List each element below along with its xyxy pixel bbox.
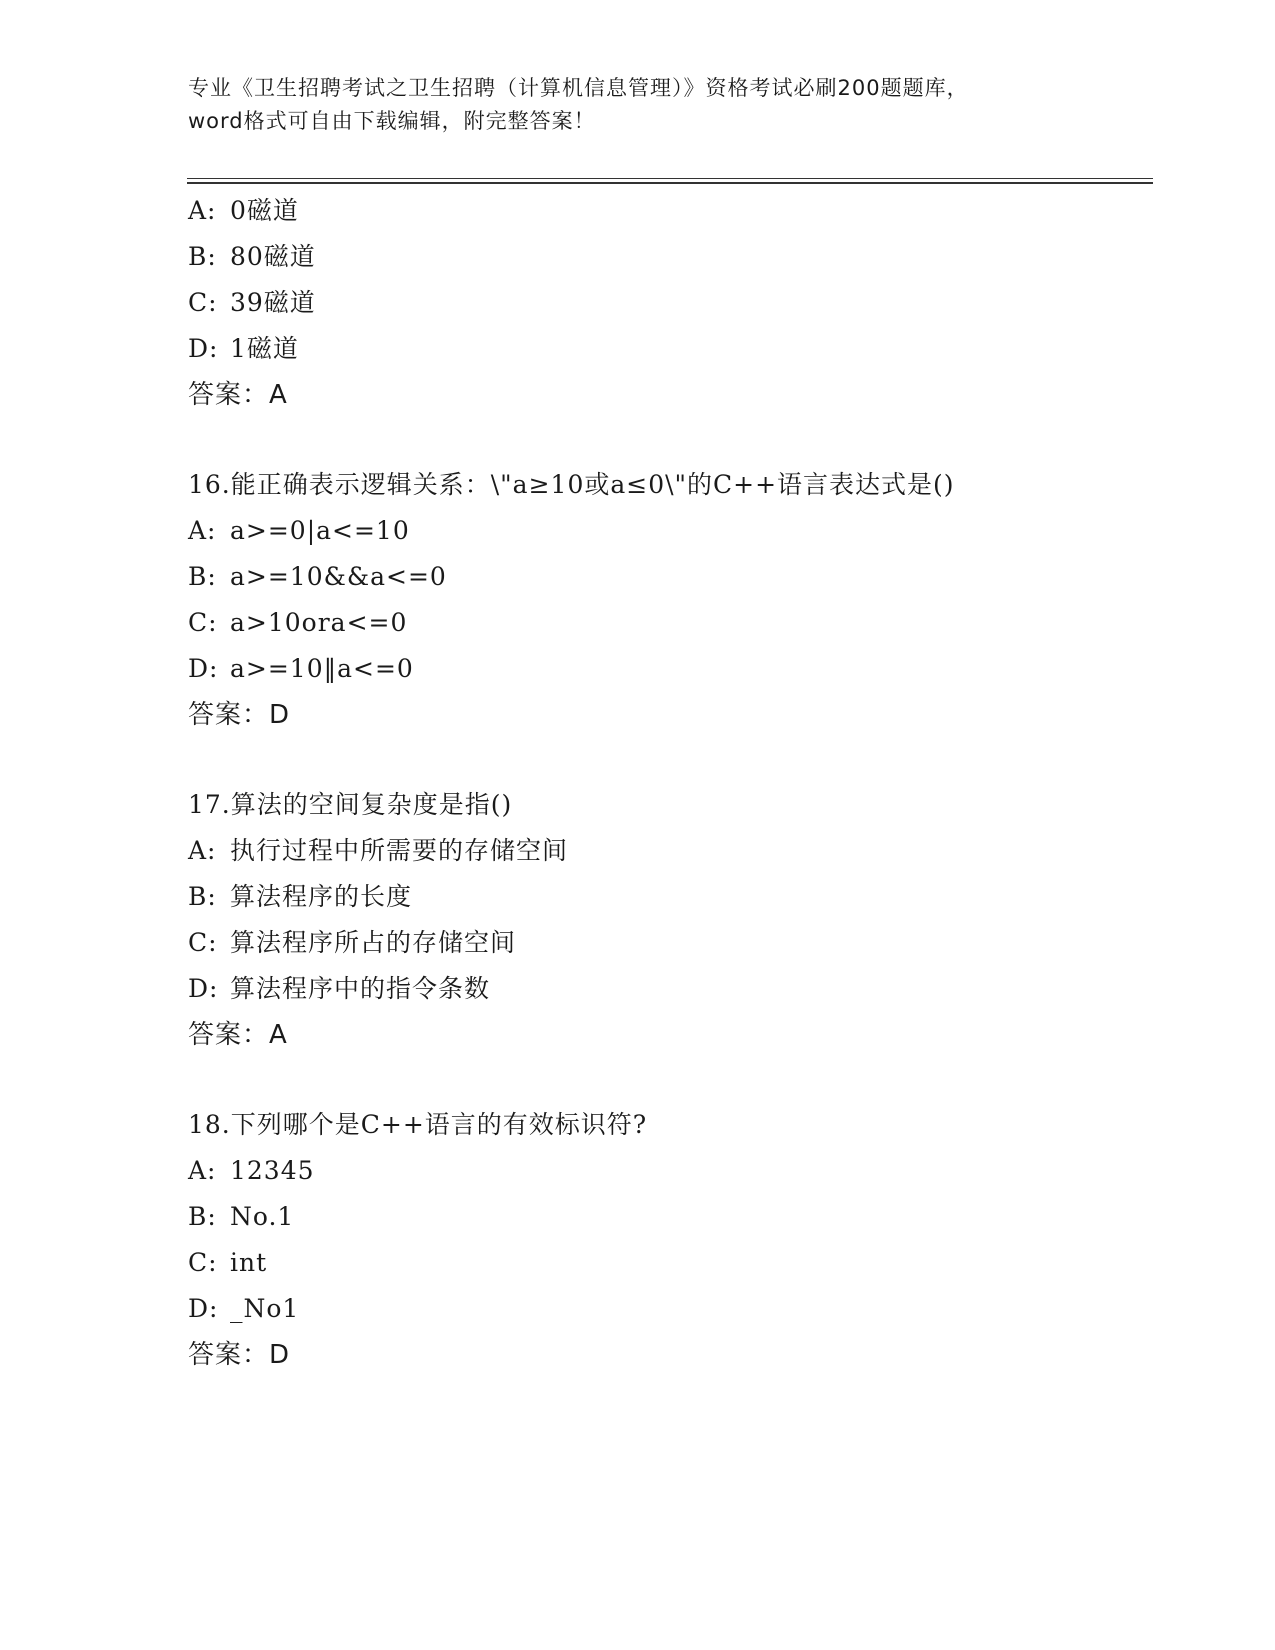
- option-a: A: 执行过程中所需要的存储空间: [188, 836, 569, 865]
- question-text: 18.下列哪个是C++语言的有效标识符?: [188, 1110, 648, 1139]
- option-c: C: a>10ora<=0: [188, 608, 408, 637]
- option-d: D: 算法程序中的指令条数: [188, 974, 491, 1003]
- option-d: D: a>=10‖a<=0: [188, 654, 414, 683]
- option-c: C: 算法程序所占的存储空间: [188, 928, 517, 957]
- answer-label: 答案：A: [188, 1020, 288, 1050]
- option-d: D: _No1: [188, 1294, 300, 1323]
- question-16: [188, 462, 1148, 738]
- question-15: [188, 188, 1148, 418]
- question-text: 17.算法的空间复杂度是指(): [188, 790, 513, 819]
- answer-label: 答案：A: [188, 380, 288, 410]
- option-a: A: 0磁道: [188, 196, 299, 225]
- option-a: A: 12345: [188, 1156, 315, 1185]
- header-line-1: 专业《卫生招聘考试之卫生招聘（计算机信息管理）》资格考试必刷200题题库，: [188, 76, 969, 100]
- document-header: [188, 72, 1088, 138]
- header-rule-thin: [187, 178, 1153, 179]
- header-rule-thick: [187, 182, 1153, 184]
- option-c: C: 39磁道: [188, 288, 316, 317]
- answer-label: 答案：D: [188, 1340, 291, 1370]
- question-17: [188, 782, 1148, 1058]
- question-text: 16.能正确表示逻辑关系：\"a≥10或a≤0\"的C++语言表达式是(): [188, 470, 955, 499]
- header-line-2: word格式可自由下载编辑，附完整答案！: [188, 109, 596, 133]
- question-18: [188, 1102, 1148, 1378]
- question-list: [188, 188, 1148, 1378]
- option-b: B: 算法程序的长度: [188, 882, 413, 911]
- option-b: B: 80磁道: [188, 242, 316, 271]
- option-b: B: a>=10&&a<=0: [188, 562, 447, 591]
- option-c: C: int: [188, 1248, 268, 1277]
- option-a: A: a>=0|a<=10: [188, 516, 410, 545]
- answer-label: 答案：D: [188, 700, 291, 730]
- option-d: D: 1磁道: [188, 334, 299, 363]
- option-b: B: No.1: [188, 1202, 295, 1231]
